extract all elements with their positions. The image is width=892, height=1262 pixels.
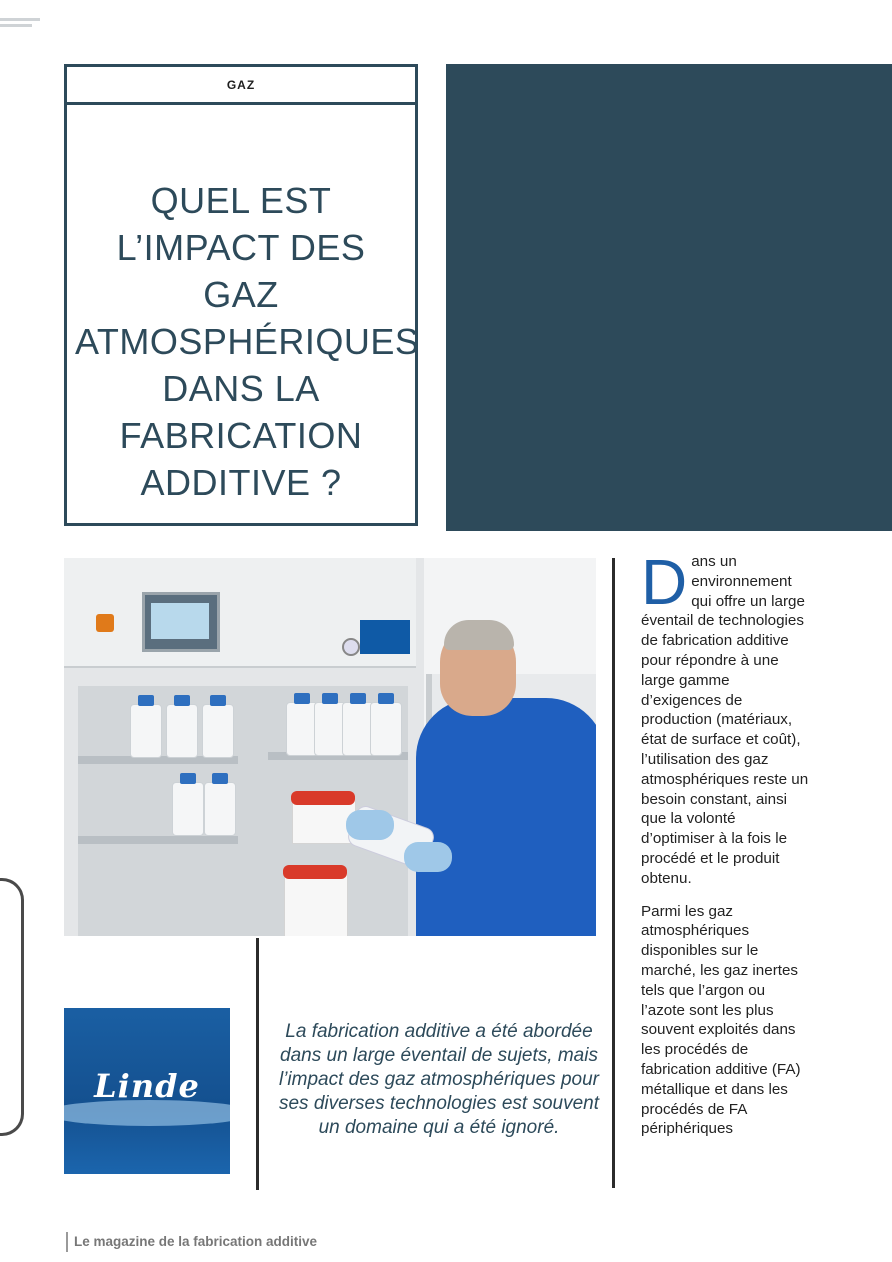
section-tag: GAZ bbox=[67, 67, 415, 105]
cabinet-brand-label bbox=[360, 620, 410, 654]
emergency-switch-icon bbox=[96, 614, 114, 632]
pressure-gauge-icon bbox=[342, 638, 360, 656]
quote-divider bbox=[256, 938, 259, 1190]
company-logo bbox=[64, 1008, 230, 1174]
article-body bbox=[641, 546, 813, 1152]
page-edge-decoration bbox=[0, 878, 24, 1136]
drop-cap: D bbox=[641, 546, 688, 618]
control-screen bbox=[142, 592, 220, 652]
title-box bbox=[64, 64, 418, 526]
page-title: QUEL EST L’IMPACT DES GAZ ATMOSPHÉRIQUES DANS LA FABRICATION ADDITIVE ? bbox=[75, 180, 420, 503]
powder-cabinet bbox=[64, 558, 424, 936]
column-divider bbox=[612, 558, 615, 1188]
logo-text: Linde bbox=[94, 1067, 200, 1105]
footer-magazine-name: Le magazine de la fabrication additive bbox=[66, 1232, 317, 1252]
paragraph-2: Parmi les gaz atmosphériques disponibles sur le marché, les gaz inertes tels que l’argon ou l’azote sont les plus souvent exploités dans les procédés de fabrication additive (FA) métallique et dans les procédés de FA périphériques bbox=[641, 902, 801, 1138]
technician bbox=[416, 698, 596, 936]
decorative-color-block bbox=[446, 64, 892, 531]
paragraph-1: Dans un environnement qui offre un large éventail de technologies de fabrication additive pour répondre à une large gamme d’exigences de production (matériaux, état de surface et coût), l’utilisation des gaz atmosphériques reste un besoin constant, ainsi que la volonté d’optimiser à la fois le procédé et le produit obtenu. bbox=[641, 546, 809, 887]
corner-decoration bbox=[0, 18, 40, 34]
article-photo bbox=[64, 558, 596, 936]
pull-quote: La fabrication additive a été abordée dans un large éventail de sujets, mais l’impact des gaz atmosphériques pour ses diverses technologies est souvent un domaine qui a été ignoré. bbox=[278, 1021, 599, 1138]
